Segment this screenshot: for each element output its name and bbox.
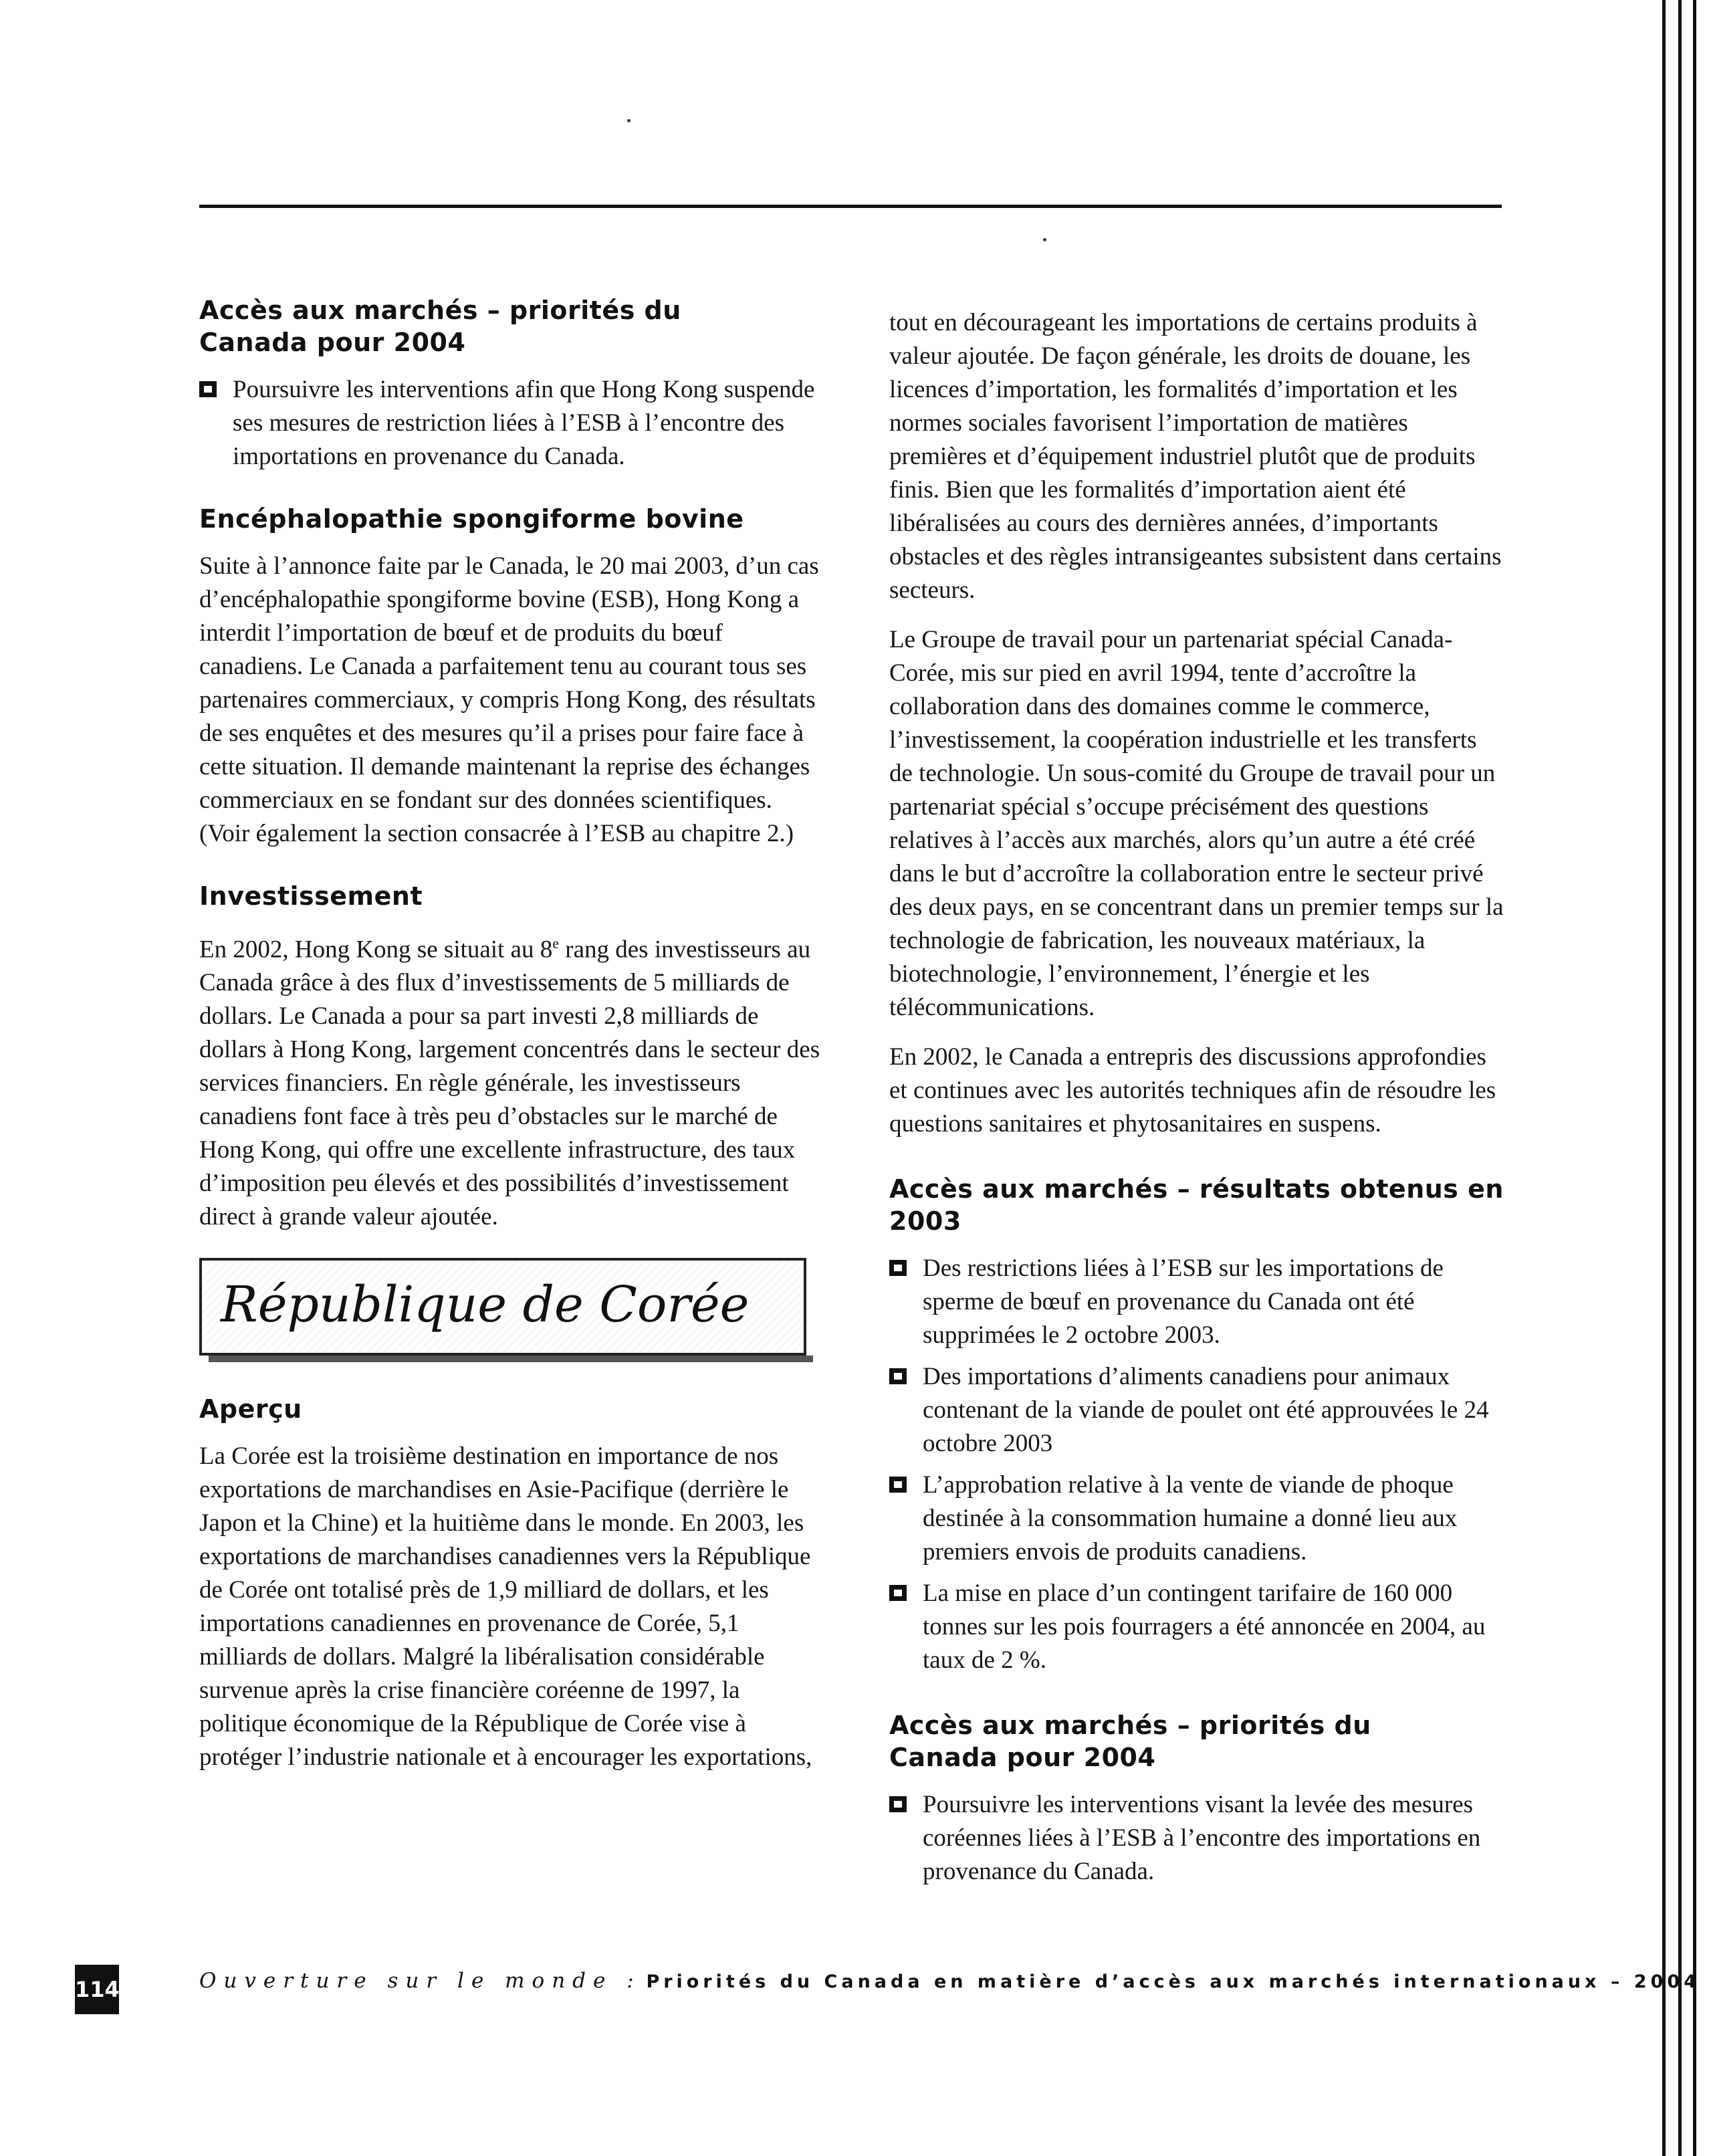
square-bullet-icon [889, 1260, 907, 1276]
overview-paragraph: La Corée est la troisième destination en importance de nos exportations de marchandises en Asie-Pacifique (derrière le Japon et la Chine) et la huitième dans le monde. En 2003, les exportations de marchandises canadiennes vers la République de Corée ont totalisé près de 1,9 milliard de dollars, et les importations canadiennes en provenance de Corée, 5,1 milliards de dollars. Malgré la libéralisation considérable survenue après la crise financière coréenne de 1997, la politique économique de la République de Corée vise à protéger l’industrie nationale et à encourager les exportations, [199, 1442, 812, 1771]
list-item-text: Poursuivre les interventions visant la levée des mesures coréennes liées à l’ESB à l’encontre des importations en provenance du Canada. [923, 1791, 1481, 1885]
priorities-korea-list [889, 1788, 1504, 1889]
list-item-text: Poursuivre les interventions afin que Hong Kong suspende ses mesures de restriction liées à l’ESB à l’encontre des importations en provenance du Canada. [233, 376, 815, 470]
page-footer [199, 1966, 1700, 2006]
footer-subtitle: Priorités du Canada en matière d’accès aux marchés internationaux – 2004 [646, 1971, 1700, 1992]
country-title: République de Corée [221, 1276, 750, 1334]
heading-line: Canada pour 2004 [889, 1743, 1156, 1772]
footer-publication-title: Ouverture sur le monde : [199, 1969, 641, 1993]
results-list [889, 1252, 1504, 1677]
scan-speck [1043, 238, 1046, 241]
heading-line: Accès aux marchés – priorités du [199, 296, 681, 325]
top-rule [199, 205, 1502, 208]
section-heading-overview: Aperçu [199, 1394, 302, 1424]
list-item-text: L’approbation relative à la vente de viande de phoque destinée à la consommation humaine a donné lieu aux premiers envois de produits canadiens. [923, 1471, 1458, 1566]
section-heading-esb: Encéphalopathie spongiforme bovine [199, 504, 744, 534]
list-item-text: Des restrictions liées à l’ESB sur les importations de sperme de bœuf en provenance du Canada ont été supprimées le 2 octobre 2003. [923, 1255, 1444, 1349]
investment-paragraph [199, 927, 828, 1234]
ordinal-superscript: e [552, 935, 559, 952]
square-bullet-icon [889, 1585, 907, 1601]
square-bullet-icon [889, 1477, 907, 1493]
section-heading-priorities [199, 294, 828, 358]
square-bullet-icon [889, 1368, 907, 1384]
korea-paragraph-2: Le Groupe de travail pour un partenariat spécial Canada-Corée, mis sur pied en avril 1994, tente d’accroître la collaboration dans des domaines comme le commerce, l’investissement, la coopération industrielle et les transferts de technologie. Un sous-comité du Groupe de travail pour un partenariat spécial s’occupe précisément des questions relatives à l’accès aux marchés, alors qu’un autre a été créé dans le but d’accroître la collaboration entre le secteur privé des deux pays, en se concentrant dans un premier temps sur la technologie de fabrication, les nouveaux matériaux, la biotechnologie, l’environnement, l’énergie et les télécommunications. [889, 626, 1504, 1021]
scan-edge-line-2 [1678, 0, 1682, 2156]
section-heading-priorities-korea [889, 1709, 1504, 1773]
scan-edge-line-1 [1662, 0, 1666, 2156]
right-column [889, 306, 1504, 1905]
left-column [199, 294, 828, 1790]
scan-speck [627, 119, 631, 122]
footer-text [199, 1966, 1700, 1997]
investment-text-start: En 2002, Hong Kong se situait au 8 [199, 936, 553, 964]
heading-line: Accès aux marchés – priorités du [889, 1711, 1371, 1740]
page-number: 114 [75, 1965, 119, 2014]
section-heading-results: Accès aux marchés – résultats obtenus en 2003 [889, 1174, 1504, 1236]
korea-paragraph-3: En 2002, le Canada a entrepris des discussions approfondies et continues avec les autorités techniques afin de résoudre les questions sanitaires et phytosanitaires en suspens. [889, 1043, 1496, 1138]
section-heading-investment: Investissement [199, 881, 423, 911]
square-bullet-icon [199, 381, 217, 397]
heading-line: Canada pour 2004 [199, 328, 466, 357]
list-item [199, 373, 828, 473]
korea-paragraph-1: tout en décourageant les importations de certains produits à valeur ajoutée. De façon générale, les droits de douane, les licences d’importation, les formalités d’importation et les normes sociales favorisent l’importation de matières premières et d’équipement industriel plutôt que de produits finis. Bien que les formalités d’importation aient été libéralisées au cours des dernières années, d’importants obstacles et des règles intransigeantes subsistent dans certains secteurs. [889, 309, 1502, 604]
list-item [889, 1788, 1504, 1889]
square-bullet-icon [889, 1796, 907, 1812]
list-item [889, 1360, 1504, 1461]
list-item [889, 1469, 1504, 1569]
esb-paragraph: Suite à l’annonce faite par le Canada, le 20 mai 2003, d’un cas d’encéphalopathie spongiforme bovine (ESB), Hong Kong a interdit l’importation de bœuf et de produits du bœuf canadiens. Le Canada a parfaitement tenu au courant tous ses partenaires commerciaux, y compris Hong Kong, des résultats de ses enquêtes et des mesures qu’il a prises pour faire face à cette situation. Il demande maintenant la reprise des échanges commerciaux en se fondant sur des données scientifiques. (Voir également la section consacrée à l’ESB au chapitre 2.) [199, 552, 819, 847]
list-item [889, 1252, 1504, 1352]
scan-edge-line-3 [1693, 0, 1696, 2156]
list-item [889, 1577, 1504, 1677]
investment-text-end: rang des investisseurs au Canada grâce à des flux d’investissements de 5 milliards de dollars. Le Canada a pour sa part investi 2,8 milliards de dollars à Hong Kong, largement concentrés dans le secteur des services financiers. En règle générale, les investisseurs canadiens font face à très peu d’obstacles sur le marché de Hong Kong, qui offre une excellente infrastructure, des taux d’imposition peu élevés et des possibilités d’investissement direct à grande valeur ajoutée. [199, 936, 820, 1231]
country-title-box [199, 1258, 806, 1356]
list-item-text: Des importations d’aliments canadiens pour animaux contenant de la viande de poulet ont été approuvées le 24 octobre 2003 [923, 1363, 1489, 1457]
list-item-text: La mise en place d’un contingent tarifaire de 160 000 tonnes sur les pois fourragers a été annoncée en 2004, au taux de 2 %. [923, 1580, 1486, 1674]
priorities-list [199, 373, 828, 473]
